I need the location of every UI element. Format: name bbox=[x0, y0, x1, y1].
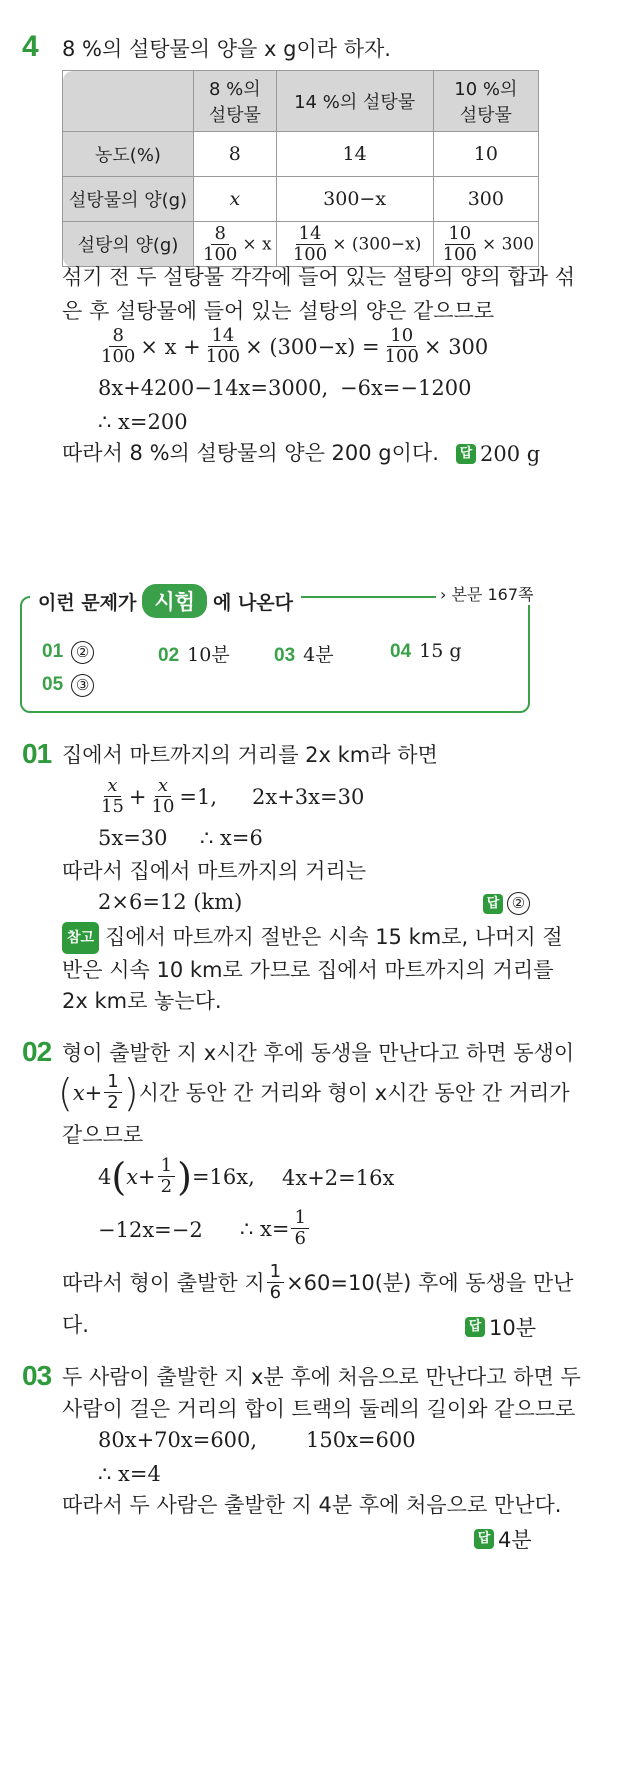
note-line: 2x km로 놓는다. bbox=[62, 989, 222, 1013]
table-cell: $\frac{8}{100}$ × x bbox=[194, 222, 277, 267]
answer: 답 200 g bbox=[456, 442, 540, 466]
solution-line: 따라서 두 사람은 출발한 지 4분 후에 처음으로 만난다. bbox=[62, 1493, 562, 1517]
note-line: 반은 시속 10 km로 가므로 집에서 마트까지의 거리를 bbox=[62, 958, 554, 982]
table-cell: 10 bbox=[433, 132, 538, 177]
table-header: 8 %의 설탕물 bbox=[194, 71, 277, 132]
solution-number: 03 bbox=[22, 1360, 52, 1391]
equation: ∴ x=6 bbox=[200, 826, 263, 850]
solution-line: 집에서 마트까지의 거리를 2x km라 하면 bbox=[62, 743, 438, 767]
solution-number: 02 bbox=[22, 1036, 52, 1067]
banner-title: 이런 문제가 시험 에 나온다 bbox=[30, 584, 301, 618]
table-cell: $\frac{10}{100}$ × 300 bbox=[433, 222, 538, 267]
table-cell: $\frac{14}{100}$ × (300−x) bbox=[276, 222, 433, 267]
answer-icon: 답 bbox=[465, 1317, 485, 1337]
table-header: 14 %의 설탕물 bbox=[276, 71, 433, 132]
solution-line: ( x+ $\frac{1}{2}$ ) 시간 동안 간 거리와 형이 x시간 동안 간 거리가 bbox=[58, 1070, 570, 1115]
answer-item: 05 ③ bbox=[42, 673, 94, 697]
solution-number: 01 bbox=[22, 738, 52, 769]
equation: $\frac{x}{15}$ + $\frac{x}{10}$ =1, bbox=[101, 775, 218, 817]
table-header: 10 %의 설탕물 bbox=[433, 71, 538, 132]
note-tag: 참고 bbox=[62, 922, 99, 954]
equation: $\frac{8}{100}$ × x + $\frac{14}{100}$ × (300−x) = $\frac{10}{100}$ × 300 bbox=[101, 325, 489, 367]
problem-intro: 8 %의 설탕물의 양을 x g이라 하자. bbox=[62, 37, 391, 61]
answer-item: 04 15 g bbox=[390, 640, 462, 662]
table-cell: 300 bbox=[433, 177, 538, 222]
answer: 답 4분 bbox=[474, 1524, 532, 1554]
answer-icon: 답 bbox=[483, 894, 503, 914]
row-label: 농도(%) bbox=[63, 132, 194, 177]
solution-line: 형이 출발한 지 x시간 후에 동생을 만난다고 하면 동생이 bbox=[62, 1041, 575, 1065]
solution-line: 다. bbox=[62, 1313, 89, 1337]
equation: ∴ x=4 bbox=[98, 1462, 161, 1486]
answer-icon: 답 bbox=[456, 444, 476, 464]
equation: 4 ( x+ $\frac{1}{2}$ ) =16x, bbox=[98, 1154, 255, 1199]
answer-item: 02 10분 bbox=[158, 644, 230, 666]
equation: 2x+3x=30 bbox=[252, 785, 365, 809]
equation: ∴ x=200 bbox=[98, 410, 188, 434]
solution-line: 따라서 집에서 마트까지의 거리는 bbox=[62, 859, 367, 883]
solution-line: 사람이 걸은 거리의 합이 트랙의 둘레의 길이와 같으므로 bbox=[62, 1397, 576, 1421]
table-cell: 14 bbox=[276, 132, 433, 177]
equation: 8x+4200−14x=3000, bbox=[98, 376, 329, 400]
equation: 150x=600 bbox=[306, 1428, 416, 1452]
answer-icon: 답 bbox=[474, 1529, 494, 1549]
row-label: 설탕의 양(g) bbox=[63, 222, 194, 267]
table-cell: 300−x bbox=[276, 177, 433, 222]
solution-line: 같으므로 bbox=[62, 1123, 144, 1147]
equation: ∴ x= $\frac{1}{6}$ bbox=[240, 1208, 311, 1249]
answer: 답 10분 bbox=[465, 1312, 536, 1342]
row-label: 설탕물의 양(g) bbox=[63, 177, 194, 222]
explanation-line: 은 후 설탕물에 들어 있는 설탕의 양은 같으므로 bbox=[62, 299, 495, 323]
explanation-line: 섞기 전 두 설탕물 각각에 들어 있는 설탕의 양의 합과 섞 bbox=[62, 265, 576, 289]
solution-line: 두 사람이 출발한 지 x분 후에 처음으로 만난다고 하면 두 bbox=[62, 1365, 581, 1389]
equation: 2×6=12 (km) bbox=[98, 890, 243, 914]
concentration-table bbox=[62, 70, 539, 267]
equation: −6x=−1200 bbox=[340, 376, 472, 400]
equation: 80x+70x=600, bbox=[98, 1428, 258, 1452]
conclusion: 따라서 8 %의 설탕물의 양은 200 g이다. bbox=[62, 441, 439, 465]
answer: 답 ② bbox=[483, 892, 530, 915]
table-cell: x bbox=[194, 177, 277, 222]
equation: 5x=30 bbox=[98, 826, 168, 850]
equation: −12x=−2 bbox=[98, 1218, 203, 1242]
table-corner bbox=[63, 71, 194, 132]
answer-item: 03 4분 bbox=[274, 644, 334, 666]
table-cell: 8 bbox=[194, 132, 277, 177]
note-line: 참고 집에서 마트까지 절반은 시속 15 km로, 나머지 절 bbox=[62, 922, 563, 954]
problem-number: 4 bbox=[22, 30, 39, 63]
equation: 4x+2=16x bbox=[282, 1166, 395, 1190]
exam-pill: 시험 bbox=[142, 584, 207, 618]
answer-item: 01 ② bbox=[42, 640, 94, 664]
solution-line: 따라서 형이 출발한 지 $\frac{1}{6}$ ×60=10(분) 후에 동생을 만난 bbox=[62, 1261, 574, 1303]
page-reference: › 본문 167쪽 bbox=[436, 582, 537, 605]
